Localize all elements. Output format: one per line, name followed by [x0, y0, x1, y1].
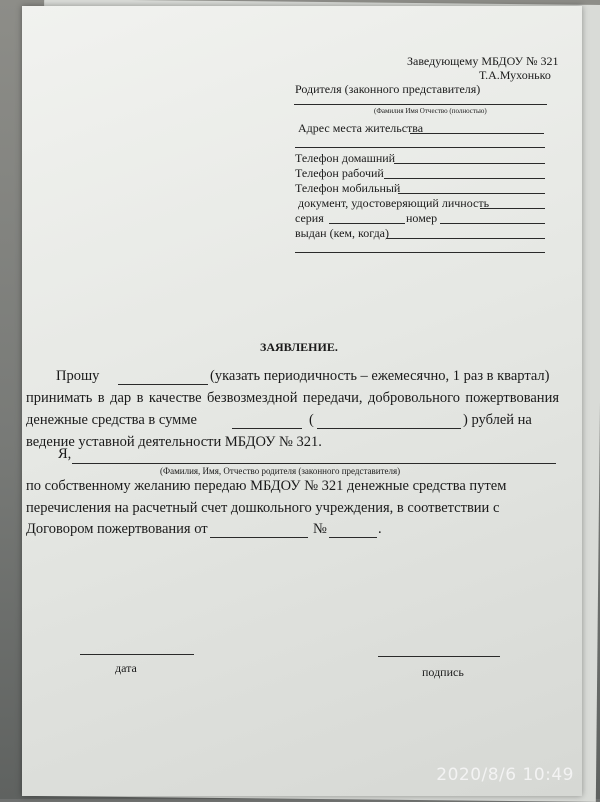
- phone-home-line: [394, 163, 545, 164]
- para2-line2: по собственному желанию передаю МБДОУ № 321 денежные средства путем: [26, 478, 507, 494]
- parent-caption: (Фамилия, Имя, Отчество родителя (законного представителя): [160, 466, 401, 476]
- phone-work-line: [384, 178, 545, 179]
- photo-timestamp: 2020/8/6 10:49: [436, 765, 574, 785]
- phone-mobile-label: Телефон мобильный: [295, 181, 401, 195]
- address-line-2: [295, 147, 545, 148]
- issued-line-2: [295, 252, 545, 253]
- phone-work-label: Телефон рабочий: [295, 166, 384, 180]
- id-document-line: [480, 208, 545, 209]
- from-line: Родителя (законного представителя): [295, 82, 481, 96]
- addressee-line: Заведующему МБДОУ № 321: [407, 54, 559, 68]
- para2-start: Я,: [58, 446, 72, 462]
- name-caption: (Фамилия Имя Отчество (полностью): [374, 107, 487, 115]
- phone-home-label: Телефон домашний: [295, 151, 396, 165]
- series-line: [329, 223, 405, 224]
- head-name: Т.А.Мухонько: [479, 68, 551, 82]
- para1-line3-b: (: [309, 412, 314, 428]
- address-label: Адрес места жительства: [298, 121, 424, 135]
- document-page: [22, 6, 582, 796]
- sum-in-words-line: [317, 428, 461, 429]
- para1-line3-a: денежные средства в сумме: [26, 412, 197, 428]
- series-label: серия: [295, 211, 324, 225]
- para1-start: Прошу: [56, 368, 100, 384]
- phone-mobile-line: [398, 193, 545, 194]
- para1-line3-c: ) рублей на: [463, 412, 532, 428]
- para2-line4-c: .: [378, 521, 382, 537]
- para2-line4-b: №: [313, 521, 327, 537]
- id-document-label: документ, удостоверяющий личность: [298, 196, 490, 210]
- signature-line: [378, 656, 500, 657]
- issued-label: выдан (кем, когда): [295, 226, 390, 240]
- para1-line2: принимать в дар в качестве безвозмездной передачи, добровольного пожертвования: [26, 390, 559, 406]
- issued-line-1: [386, 238, 545, 239]
- contract-date-line: [210, 537, 308, 538]
- para2-line4-a: Договором пожертвования от: [26, 521, 208, 537]
- sum-line: [232, 428, 302, 429]
- document-title: ЗАЯВЛЕНИЕ.: [260, 340, 338, 354]
- para1-line4: ведение уставной деятельности МБДОУ № 321.: [26, 434, 322, 450]
- contract-number-line: [329, 537, 377, 538]
- date-label: дата: [115, 661, 137, 675]
- number-line: [440, 223, 545, 224]
- para1-periodicity-hint: (указать периодичность – ежемесячно, 1 раз в квартал): [210, 368, 550, 384]
- date-line: [80, 654, 194, 655]
- para2-line3: перечисления на расчетный счет дошкольного учреждения, в соответствии с: [26, 500, 500, 516]
- number-label: номер: [406, 211, 438, 225]
- parent-name-line: [294, 104, 547, 105]
- periodicity-line: [118, 384, 208, 385]
- parent-fullname-line: [72, 463, 556, 464]
- address-line-1: [410, 133, 544, 134]
- signature-label: подпись: [422, 665, 464, 679]
